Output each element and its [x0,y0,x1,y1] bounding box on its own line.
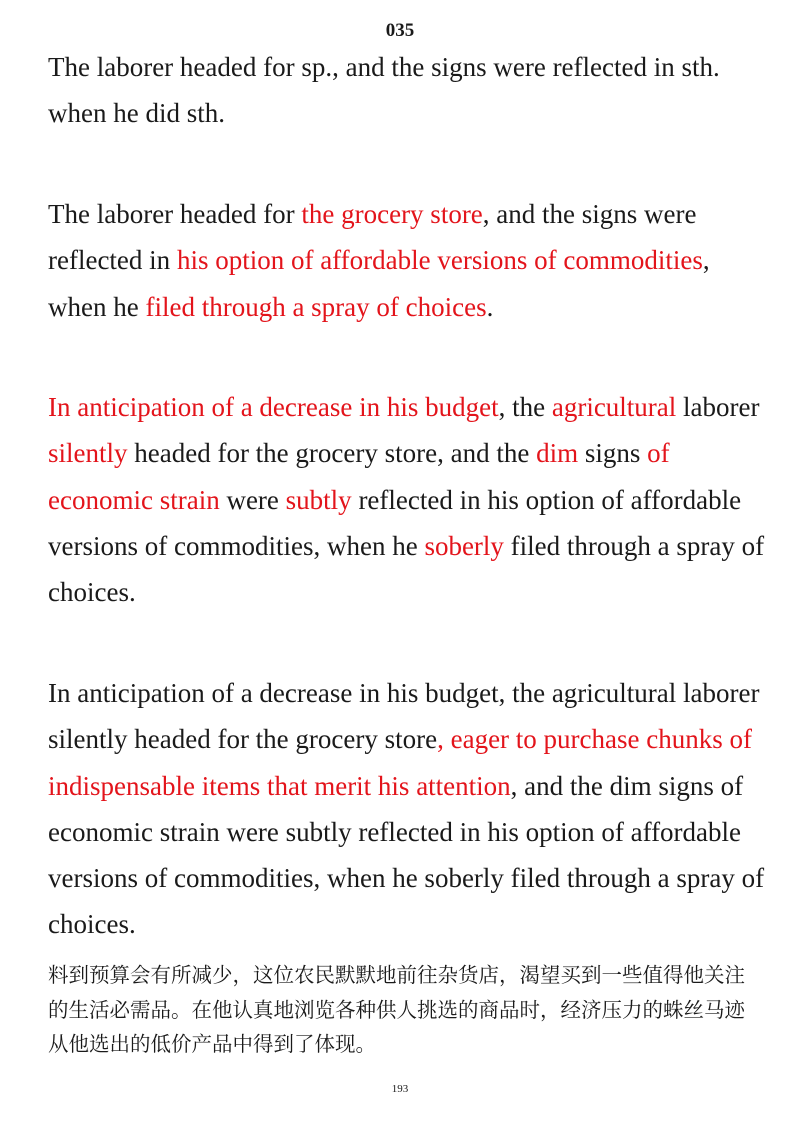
highlighted-phrase: his option of affordable versions of commodities [176,245,703,276]
text-segment: The laborer headed for sp., and the signs were reflected in sth. when he did sth. [48,52,720,129]
page-header-number: 035 [385,20,415,41]
highlighted-phrase: dim [536,438,579,469]
highlighted-phrase: subtly [285,484,352,515]
highlighted-phrase: of economic strain [48,438,670,515]
highlighted-phrase: , eager to purchase chunks of indispensable items that merit his attention [48,724,752,801]
text-segment: , the [498,392,552,422]
text-segment: The laborer headed for [48,199,302,229]
text-segment: laborer [676,392,760,422]
text-segment: , and the signs were reflected in [48,199,697,276]
highlighted-phrase: agricultural [551,392,677,422]
text-segment: signs [578,438,648,469]
highlighted-phrase: silently [48,438,128,469]
text-segment: were [219,484,286,515]
highlighted-phrase: the grocery store [301,199,483,229]
text-segment: filed through a spray of choices. [48,530,765,608]
page-footer-number: 193 [391,1083,409,1095]
text-segment: , when he [48,245,710,322]
paragraph-modifiers-added [48,384,768,615]
chinese-translation: 料到预算会有所减少，这位农民默默地前往杂货店，渴望买到一些值得他关注的生活必需品。在他认真地浏览各种供人挑选的商品时，经济压力的蛛丝马迹从他选出的低价产品中得到了体现。 [48,963,745,1056]
paragraph-template [48,44,768,137]
text-segment: headed for the grocery store, and the [127,438,537,469]
paragraph-basic-filled [48,191,768,330]
highlighted-phrase: filed through a spray of choices [145,291,487,322]
text-segment: In anticipation of a decrease in his budget, the agricultural laborer silently headed for the grocery store [48,678,760,755]
highlighted-phrase: soberly [424,530,504,561]
paragraph-final-expanded [48,670,768,948]
text-segment: , and the dim signs of economic strain were subtly reflected in his option of affordable versions of commodities, when he soberly filed through a spray of choices. [48,770,765,940]
text-segment: . [486,291,494,322]
text-segment: reflected in his option of affordable versions of commodities, when he [48,484,742,561]
highlighted-phrase: In anticipation of a decrease in his budget [48,392,499,422]
